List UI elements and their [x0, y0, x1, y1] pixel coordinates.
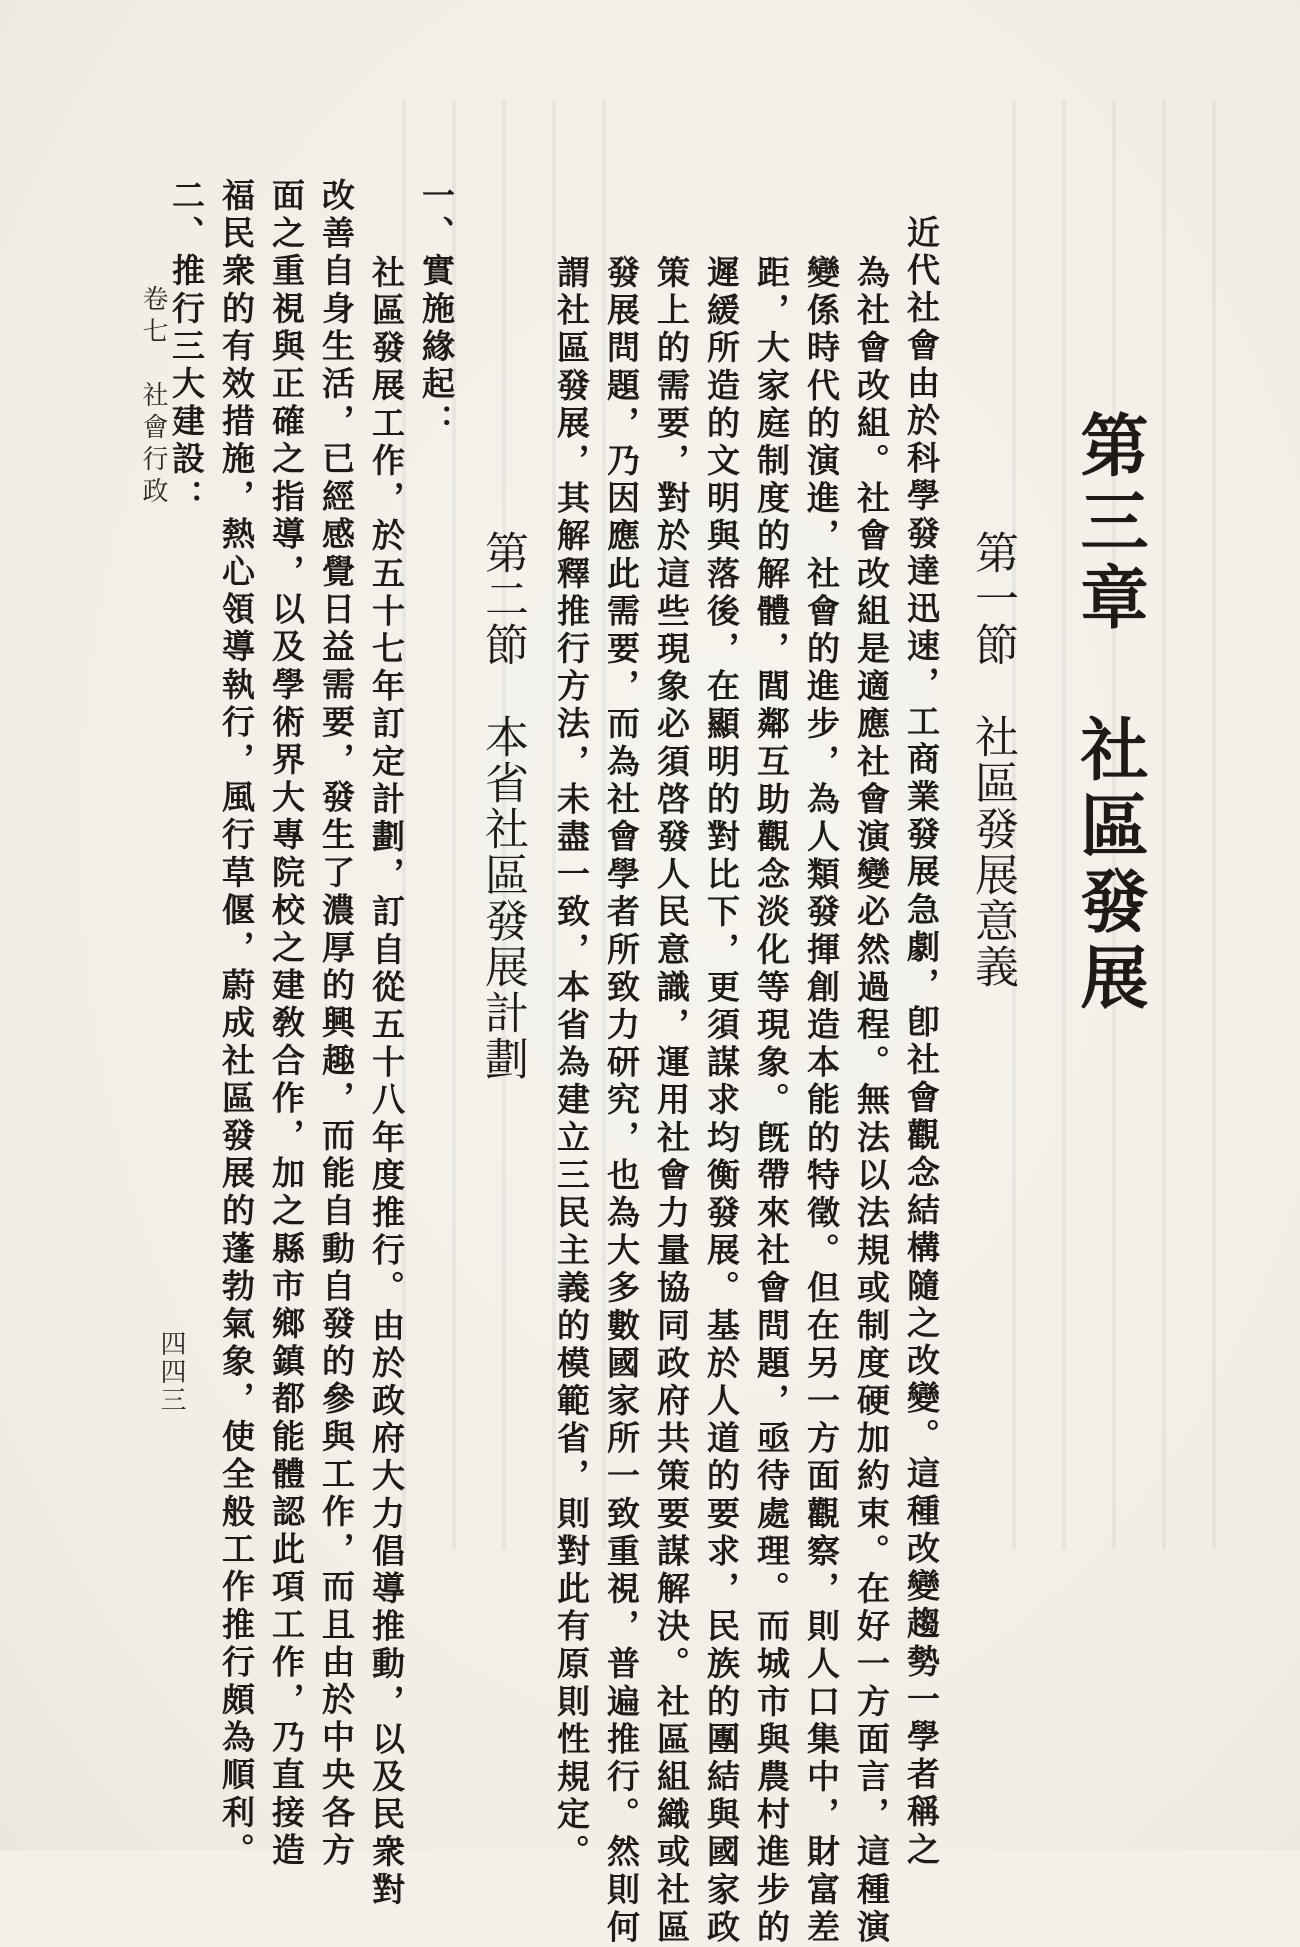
- subheading-three-constructions: 二、推行三大建設：: [167, 178, 206, 517]
- body-line: 策上的需要，對於這些現象必須啓發人民意識，運用社會力量協同政府共策要謀解決。社區組織或社區: [652, 255, 691, 1947]
- body-line: 福民衆的有效措施，熱心領導執行，風行草偃，蔚成社區發展的蓬勃氣象，使全般工作推行頗為順利。: [217, 178, 256, 1870]
- body-line: 遲緩所造的文明與落後，在顯明的對比下，更須謀求均衡發展。基於人道的要求，民族的團結與國家政: [702, 255, 741, 1947]
- volume-label: 卷七 社會行政: [138, 285, 168, 509]
- body-line: 發展問題，乃因應此需要，而為社會學者所致力研究，也為大多數國家所一致重視，普遍推行。然則何: [602, 255, 641, 1947]
- chapter-title: 第三章 社區發展: [1069, 410, 1149, 1018]
- body-line: 距，大家庭制度的解體，閭鄰互助觀念淡化等現象。旣帶來社會問題，亟待處理。而城市與農村進步的: [752, 255, 791, 1947]
- body-line: 改善自身生活，已經感覺日益需要，發生了濃厚的興趣，而能自動自發的參與工作，而且由於中央各方: [317, 178, 356, 1870]
- body-line: 社區發展工作，於五十七年訂定計劃，訂自從五十八年度推行。由於政府大力倡導推動，以及民衆對: [367, 255, 406, 1910]
- body-line: 近代社會由於科學發達迅速，工商業發展急劇，卽社會觀念結構隨之改變。這種改變趨勢一學者稱之: [902, 215, 941, 1870]
- body-line: 為社會改組。社會改組是適應社會演變必然過程。無法以法規或制度硬加約束。在好一方面言，這種演: [852, 255, 891, 1947]
- section-1-title: 第一節 社區發展意義: [967, 530, 1018, 990]
- subheading-implementation-origin: 一、實施緣起：: [417, 178, 456, 442]
- body-line: 變係時代的演進，社會的進步，為人類發揮創造本能的特徵。但在另一方面觀察，則人口集中，財富差: [802, 255, 841, 1947]
- body-line: 謂社區發展，其解釋推行方法，未盡一致，本省為建立三民主義的模範省，則對此有原則性規定。: [552, 255, 591, 1872]
- section-2-title: 第二節 本省社區發展計劃: [477, 530, 528, 1082]
- body-line: 面之重視與正確之指導，以及學術界大專院校之建敎合作，加之縣市鄉鎮都能體認此項工作，乃直接造: [267, 178, 306, 1870]
- page-number: 四四三: [156, 1330, 186, 1414]
